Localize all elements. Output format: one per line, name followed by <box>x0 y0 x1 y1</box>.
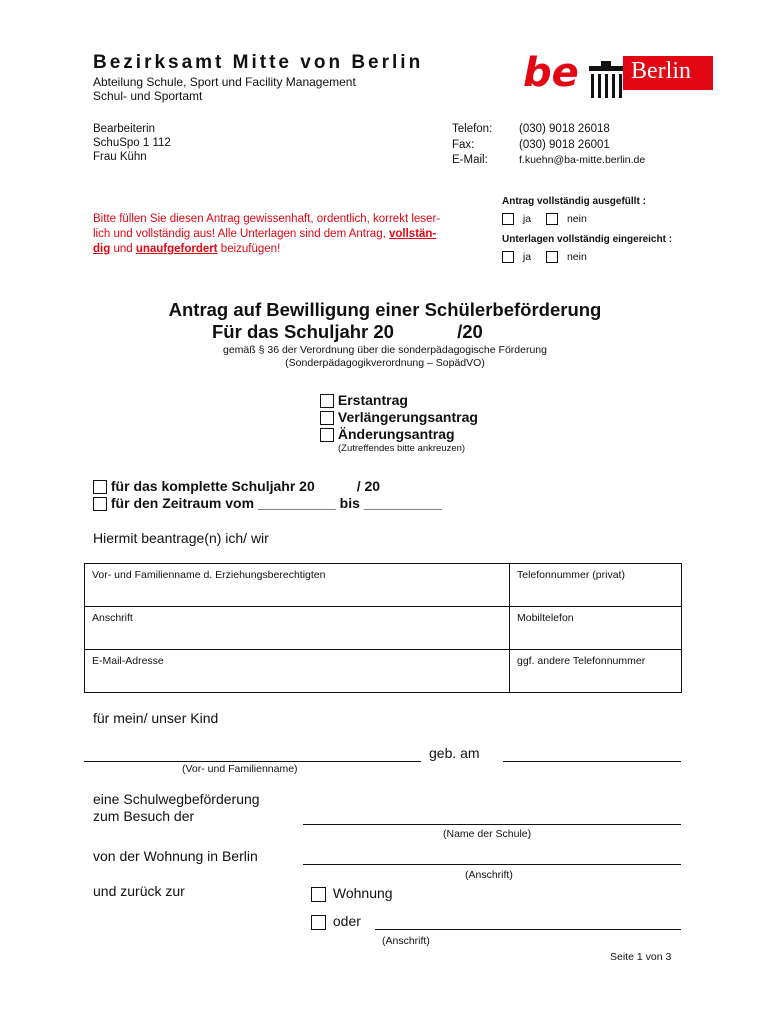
application-type-options <box>320 392 478 443</box>
legal-basis-abbr: (Sonderpädagogikverordnung – SopädVO) <box>285 357 485 369</box>
from-label: von der Wohnung in Berlin <box>93 848 258 864</box>
school-year-prefix: Für das Schuljahr 20 <box>212 321 394 342</box>
option-home[interactable]: Wohnung <box>311 885 393 902</box>
home-address-caption: (Anschrift) <box>465 869 513 881</box>
full-year-checkbox[interactable] <box>93 480 107 494</box>
phone-label: Telefon: <box>452 123 493 135</box>
legal-basis: gemäß § 36 der Verordnung über die sonderpädagogische Förderung <box>223 344 547 356</box>
complete-options <box>502 213 587 225</box>
email-label: E-Mail: <box>452 154 488 166</box>
logo-berlin-text: Berlin <box>631 58 691 84</box>
option-aenderungsantrag[interactable]: Änderungsantrag <box>320 426 478 443</box>
application-type-hint: (Zutreffendes bitte ankreuzen) <box>338 443 466 454</box>
mobile-field[interactable]: Mobiltelefon <box>510 607 682 650</box>
child-name-line[interactable] <box>84 761 421 762</box>
period-options <box>93 478 442 512</box>
school-name-caption: (Name der Schule) <box>443 828 532 840</box>
form-title: Antrag auf Bewilligung einer Schülerbeförderung <box>168 299 602 320</box>
school-year-title <box>212 321 483 343</box>
fax-value: (030) 9018 26001 <box>519 139 610 151</box>
complete-yes-label: ja <box>522 213 532 225</box>
transport-line-1: eine Schulwegbeförderung <box>93 791 260 807</box>
logo-berlin-box <box>623 56 713 90</box>
complete-yes-checkbox[interactable] <box>502 213 514 225</box>
docs-yes-label: ja <box>522 251 532 263</box>
phone-value: (030) 9018 26018 <box>519 123 610 135</box>
birth-label: geb. am <box>429 745 480 761</box>
complete-no-checkbox[interactable] <box>546 213 558 225</box>
birth-date-line[interactable] <box>503 761 681 762</box>
table-row <box>85 607 682 650</box>
option-other[interactable]: oder <box>311 913 361 930</box>
org-title: Bezirksamt Mitte von Berlin <box>93 52 424 73</box>
home-address-line[interactable] <box>303 864 681 865</box>
docs-no-label: nein <box>566 251 587 263</box>
address-field[interactable]: Anschrift <box>85 607 510 650</box>
logo-be-text: be <box>523 50 579 96</box>
transport-line-2: zum Besuch der <box>93 808 195 824</box>
option-verlaengerungsantrag[interactable]: Verlängerungsantrag <box>320 409 478 426</box>
other-phone-field[interactable]: ggf. andere Telefonnummer <box>510 650 682 693</box>
aenderungsantrag-checkbox[interactable] <box>320 428 334 442</box>
page-number: Seite 1 von 3 <box>610 951 672 963</box>
docs-yes-checkbox[interactable] <box>502 251 514 263</box>
option-date-range[interactable]: für den Zeitraum vom __________ bis __________ <box>93 495 442 512</box>
school-name-line[interactable] <box>303 824 681 825</box>
other-address-caption: (Anschrift) <box>382 935 430 947</box>
child-intro: für mein/ unser Kind <box>93 710 219 726</box>
contact-office: SchuSpo 1 112 <box>93 137 171 149</box>
email-value: f.kuehn@ba-mitte.berlin.de <box>519 154 646 166</box>
verlaengerungsantrag-checkbox[interactable] <box>320 411 334 425</box>
table-row <box>85 564 682 607</box>
return-label: und zurück zur <box>93 883 185 899</box>
docs-no-checkbox[interactable] <box>546 251 558 263</box>
home-checkbox[interactable] <box>311 887 326 902</box>
contact-role: Bearbeiterin <box>93 123 156 135</box>
contact-name: Frau Kühn <box>93 151 147 163</box>
guardian-name-field[interactable]: Vor- und Familienname d. Erziehungsberechtigten <box>85 564 510 607</box>
phone-private-field[interactable]: Telefonnummer (privat) <box>510 564 682 607</box>
instructions-line-1: Bitte füllen Sie diesen Antrag gewissenhaft, ordentlich, korrekt leser- <box>93 213 441 225</box>
child-name-caption: (Vor- und Familienname) <box>182 763 298 775</box>
instructions-line-2: lich und vollständig aus! Alle Unterlagen sind dem Antrag, vollstän- <box>93 228 437 240</box>
applicant-intro: Hiermit beantrage(n) ich/ wir <box>93 530 269 546</box>
option-erstantrag[interactable]: Erstantrag <box>320 392 478 409</box>
other-checkbox[interactable] <box>311 915 326 930</box>
fax-label: Fax: <box>452 139 475 151</box>
complete-no-label: nein <box>566 213 587 225</box>
date-range-checkbox[interactable] <box>93 497 107 511</box>
other-address-line[interactable] <box>375 929 681 930</box>
complete-label: Antrag vollständig ausgefüllt : <box>502 196 646 207</box>
berlin-logo <box>523 50 713 102</box>
instructions-line-3: dig und unaufgefordert beizufügen! <box>93 243 281 255</box>
applicant-table <box>84 563 682 693</box>
school-year-suffix: /20 <box>457 321 483 342</box>
instructions <box>93 212 488 257</box>
email-field[interactable]: E-Mail-Adresse <box>85 650 510 693</box>
docs-options <box>502 251 587 263</box>
dept-line-2: Schul- und Sportamt <box>93 89 203 103</box>
table-row <box>85 650 682 693</box>
option-full-year[interactable]: für das komplette Schuljahr 20 / 20 <box>93 478 442 495</box>
dept-line-1: Abteilung Schule, Sport und Facility Management <box>93 75 356 89</box>
docs-label: Unterlagen vollständig eingereicht : <box>502 234 673 245</box>
erstantrag-checkbox[interactable] <box>320 394 334 408</box>
brandenburg-gate-icon <box>587 60 627 100</box>
